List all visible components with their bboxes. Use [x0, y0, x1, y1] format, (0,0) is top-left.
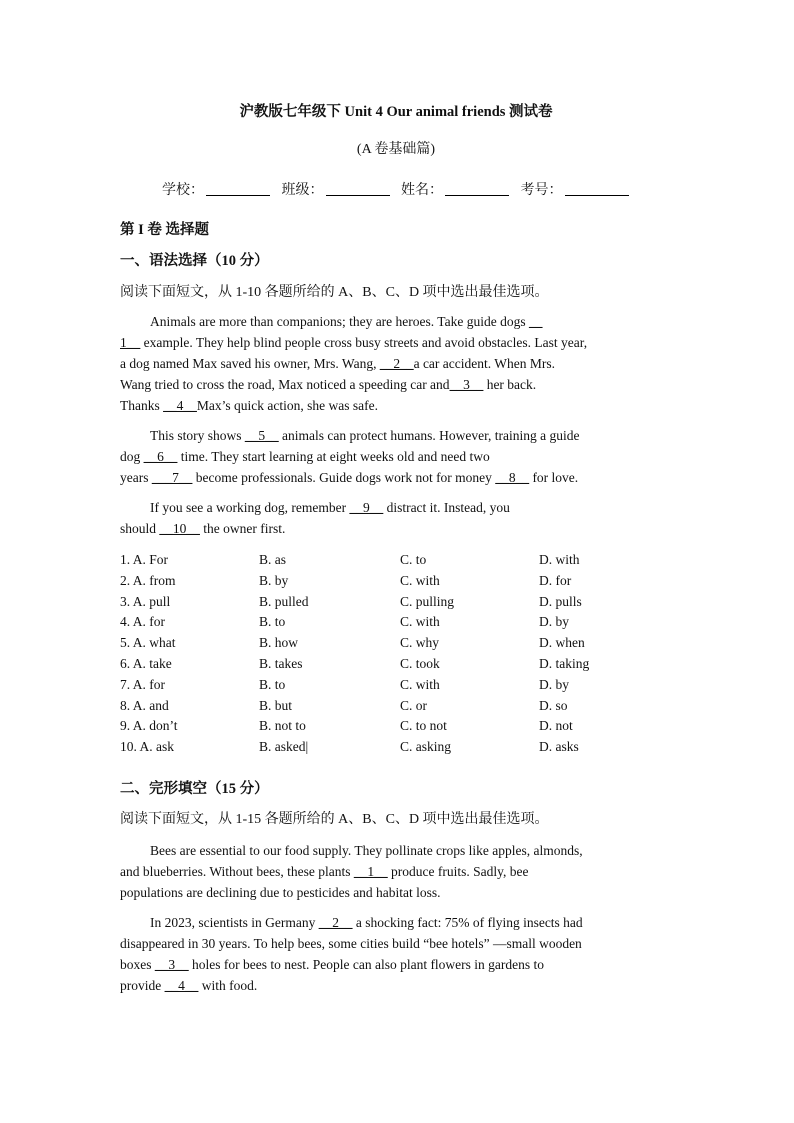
school-blank[interactable] [206, 182, 270, 196]
section1-options [120, 550, 639, 758]
name-label: 姓名： [401, 183, 443, 198]
school-label: 学校： [162, 183, 204, 198]
blank-1b: 1__ [120, 335, 141, 350]
option-row-6: 6. A. take B. takes C. took D. taking [120, 655, 590, 671]
section2-passage-p2: In 2023, scientists in Germany __2__ a shocking fact: 75% of flying insects had disappeared in 30 years. To help bees, some cities build “bee hotels” —small wooden boxes __3__ holes for bees to nest. People can also plant flowers in gardens to provide __4__ with food. [120, 915, 583, 993]
section1-passage-p2: This story shows __5__ animals can protect humans. However, training a guide dog __6__ time. They start learning at eight weeks old and need two years ___7__ become professionals. Guide dogs work not for money __8__ for love. [120, 428, 580, 485]
exam-number-label: 考号： [520, 183, 563, 198]
option-row-8: 8. A. and B. but C. or D. so [120, 697, 568, 713]
section1-instruction: 阅读下面短文，从 1-10 各题所给的 A、B、C、D 项中选出最佳选项。 [120, 285, 549, 300]
option-row-9: 9. A. don’t B. not to C. to not D. not [120, 718, 573, 734]
option-row-4: 4. A. for B. to C. with D. by [120, 614, 569, 630]
section2-passage-p1: Bees are essential to our food supply. They pollinate crops like apples, almonds, and blueberries. Without bees, these plants __1__ produce fruits. Sadly, bee populations are declining due to pesticides and habitat loss. [120, 843, 583, 900]
option-row-3: 3. A. pull B. pulled C. pulling D. pulls [120, 593, 582, 609]
cloze-blank-4: __4__ [164, 978, 199, 993]
section1-heading: 一、语法选择（10 分） [120, 253, 269, 269]
part-title: 第 I 卷 选择题 [120, 222, 210, 238]
section2-heading: 二、完形填空（15 分） [120, 781, 269, 797]
section1-passage-p3: If you see a working dog, remember __9__ distract it. Instead, you should __10__ the owner first. [120, 500, 510, 536]
blank-2: __2__ [379, 356, 414, 371]
class-blank[interactable] [326, 182, 390, 196]
blank-5: __5__ [244, 428, 279, 443]
student-info-line [162, 179, 637, 199]
option-row-1: 1. A. For B. as C. to D. with [120, 552, 580, 567]
option-row-2: 2. A. from B. by C. with D. for [120, 572, 572, 588]
blank-10: __10__ [159, 521, 200, 536]
option-row-7: 7. A. for B. to C. with D. by [120, 676, 569, 692]
exam-paper [115, 95, 677, 995]
section1-passage-p1: Animals are more than companions; they are heroes. Take guide dogs __ 1__ example. They help blind people cross busy streets and avoid obstacles. Last year, a dog named Max saved his owner, Mrs. Wang, __2__a car accident. When Mrs. Wang tried to cross the road, Max noticed a speeding car and__3__ her back. Thanks __4__Max’s quick action, she was safe. [120, 314, 588, 413]
section2-instruction: 阅读下面短文，从 1-15 各题所给的 A、B、C、D 项中选出最佳选项。 [120, 812, 549, 827]
blank-3: __3__ [449, 377, 484, 392]
blank-9: __9__ [349, 500, 384, 515]
exam-subtitle: (A 卷基础篇) [356, 142, 436, 157]
blank-7: ___7__ [151, 470, 193, 485]
exam-number-blank[interactable] [565, 182, 629, 196]
cloze-blank-1: __1__ [353, 864, 388, 879]
blank-6: __6__ [143, 449, 178, 464]
name-blank[interactable] [445, 182, 509, 196]
blank-8: __8__ [495, 470, 530, 485]
cloze-blank-3: __3__ [154, 957, 189, 972]
option-row-5: 5. A. what B. how C. why D. when [120, 635, 585, 651]
class-label: 班级： [281, 183, 324, 198]
blank-1a: __ [528, 314, 543, 329]
option-row-10: 10. A. ask B. asked| C. asking D. asks [120, 739, 579, 755]
blank-4: __4__ [163, 398, 197, 413]
exam-title: 沪教版七年级下 Unit 4 Our animal friends 测试卷 [239, 104, 553, 120]
cloze-blank-2: __2__ [318, 915, 353, 930]
